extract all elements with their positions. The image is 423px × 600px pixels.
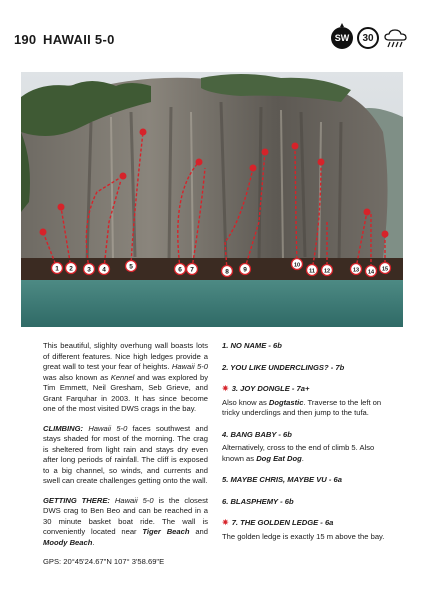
svg-text:4: 4 xyxy=(102,266,106,274)
star-icon: ✷ xyxy=(222,384,229,393)
intro-column xyxy=(43,341,208,577)
route-list xyxy=(222,341,390,553)
svg-text:11: 11 xyxy=(309,268,315,275)
route-marker-7 xyxy=(187,264,198,275)
svg-text:13: 13 xyxy=(352,267,360,274)
svg-text:3: 3 xyxy=(87,266,91,274)
page-title: HAWAII 5-0 xyxy=(43,32,115,47)
route-marker-11 xyxy=(307,265,318,276)
route-marker-2 xyxy=(66,263,77,274)
route-marker-15 xyxy=(380,263,391,274)
svg-text:10: 10 xyxy=(293,262,301,269)
climbing-paragraph: CLIMBING: Hawaii 5-0 faces southwest and stays shaded for most of the morning. The crag is sheltered from light rain and stays dry even after long periods of rainfall. The cliff is exposed to a big channel, so winds, and currents and swell can create challenges getting onto the wall. xyxy=(43,423,208,485)
route-title: ✷ 7. THE GOLDEN LEDGE - 6a xyxy=(222,518,334,527)
route-title: 4. BANG BABY - 6b xyxy=(222,429,292,439)
route-description: The golden ledge is exactly 15 m above the bay. xyxy=(222,531,385,541)
getting-there-paragraph: GETTING THERE: Hawaii 5-0 is the closest DWS crag to Ben Beo and can be reached in a 30 minute basket boat ride. The wall is conveniently located near Tiger Beach and Moody Beach. xyxy=(43,495,208,547)
route-marker-13 xyxy=(351,264,362,275)
svg-text:9: 9 xyxy=(243,266,247,274)
route-marker-6 xyxy=(175,264,186,275)
route-marker-14 xyxy=(366,266,377,277)
route-marker-12 xyxy=(322,265,333,276)
height-value: 30 xyxy=(362,32,374,44)
route-marker-8 xyxy=(222,266,233,277)
route-marker-1 xyxy=(52,263,63,274)
route-title: 6. BLASPHEMY - 6b xyxy=(222,496,294,506)
page-header xyxy=(14,30,409,54)
route-item xyxy=(222,475,390,486)
svg-text:5: 5 xyxy=(129,263,133,271)
svg-text:15: 15 xyxy=(381,266,389,273)
getting-there-heading: GETTING THERE: xyxy=(43,495,110,505)
route-item xyxy=(222,341,390,352)
route-item xyxy=(222,363,390,374)
route-item xyxy=(222,430,390,465)
route-marker-10 xyxy=(292,259,303,270)
star-icon: ✷ xyxy=(222,518,229,527)
route-title: 5. MAYBE CHRIS, MAYBE VU - 6a xyxy=(222,475,342,484)
svg-text:12: 12 xyxy=(323,268,331,275)
climbing-heading: CLIMBING: xyxy=(43,423,84,433)
svg-text:14: 14 xyxy=(367,269,375,276)
topo-image xyxy=(21,72,403,327)
crag-topo-photo xyxy=(21,72,403,327)
route-title: 2. YOU LIKE UNDERCLINGS? - 7b xyxy=(222,362,345,372)
route-marker-9 xyxy=(240,264,251,275)
gps-coordinates: GPS: 20°45'24.67"N 107° 3'58.69"E xyxy=(43,557,165,566)
orientation-compass-icon xyxy=(331,27,353,49)
svg-text:8: 8 xyxy=(225,268,229,276)
crag-info-icons xyxy=(331,27,409,49)
route-item xyxy=(222,497,390,508)
route-title: 1. NO NAME - 6b xyxy=(222,341,282,350)
route-description: Also know as Dogtastic. Traverse to the left on tricky underclings and then jump to the tufa. xyxy=(222,397,382,417)
svg-text:2: 2 xyxy=(69,265,73,273)
orientation-label: SW xyxy=(334,33,350,43)
rain-cloud-icon xyxy=(383,27,409,49)
svg-text:6: 6 xyxy=(178,266,182,274)
route-title: ✷ 3. JOY DONGLE - 7a+ xyxy=(222,384,310,393)
page-number: 190 xyxy=(14,32,37,47)
intro-paragraph: This beautiful, slighlty overhung wall boasts lots of different features. Nice high ledges provide a great wall to test your fear of heights. Hawaii 5-0 was also known as Kennel and was explored by Tim Emmett, Neil Gresham, Seb Grieve, and Grant Farquhar in 2003. It has since become one of the most visited DWS crags in the bay. xyxy=(43,341,208,413)
svg-text:7: 7 xyxy=(190,266,194,274)
route-marker-3 xyxy=(84,264,95,275)
route-marker-4 xyxy=(99,264,110,275)
route-marker-5 xyxy=(126,261,137,272)
route-item xyxy=(222,384,390,419)
height-badge xyxy=(357,27,379,49)
route-item xyxy=(222,518,390,542)
route-description: Alternatively, cross to the end of climb 5. Also known as Dog Eat Dog. xyxy=(222,443,375,463)
svg-text:1: 1 xyxy=(55,265,59,273)
